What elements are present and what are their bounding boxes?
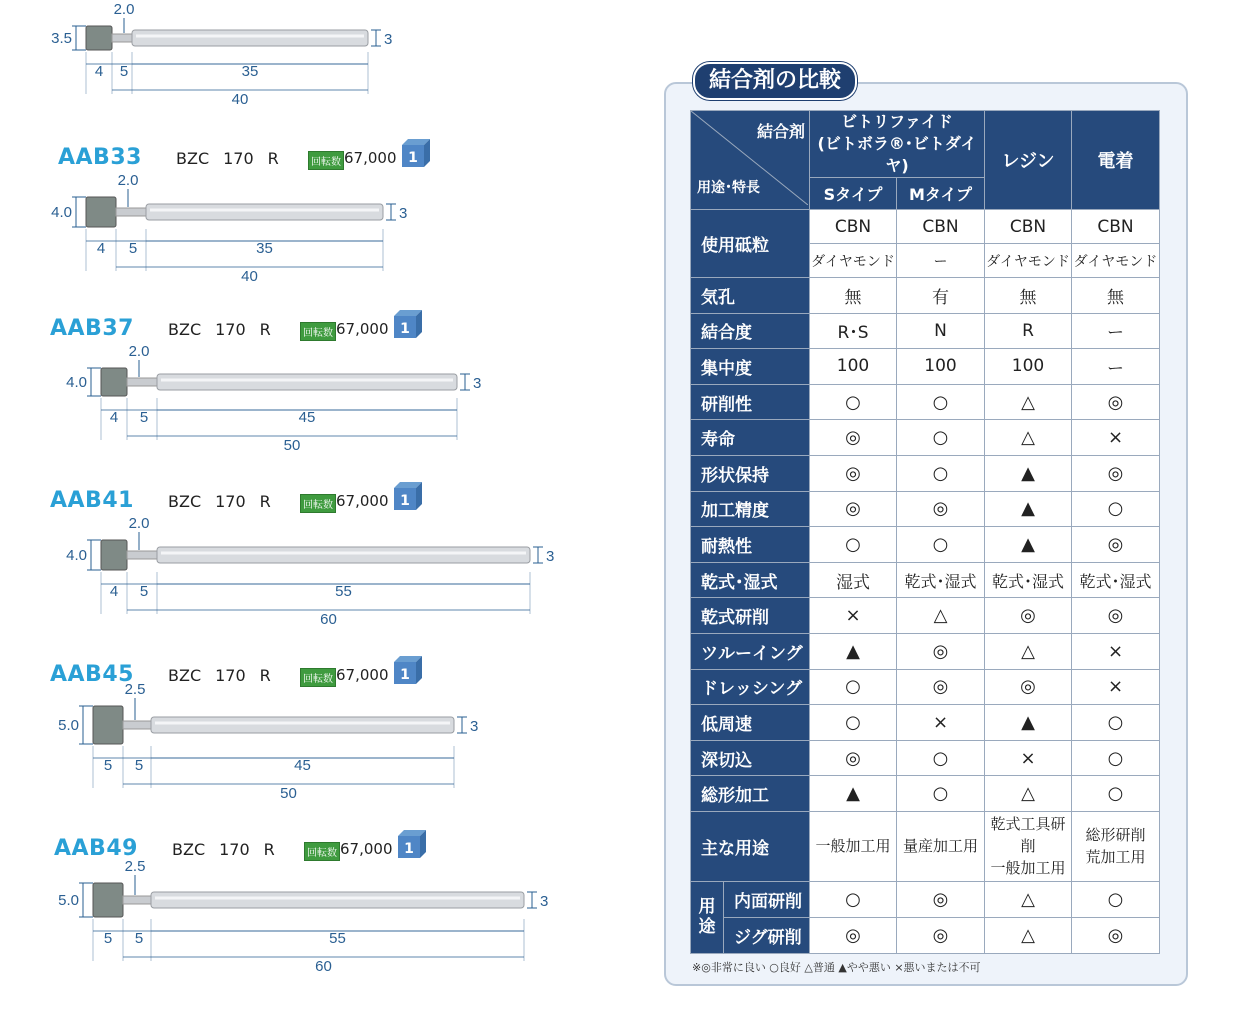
- total-length-label: 60: [320, 611, 337, 628]
- svg-text:1: 1: [400, 667, 410, 683]
- shank-length-label: 45: [294, 757, 311, 774]
- table-cell: ダイヤモンド: [810, 244, 897, 278]
- table-cell: CBN: [985, 210, 1072, 244]
- tool-drawing: [0, 652, 640, 822]
- product-code: AAB37: [50, 316, 134, 341]
- row-header: 結合度: [691, 313, 810, 349]
- grinding-head: [93, 883, 123, 917]
- use-row: [691, 881, 1160, 917]
- shank-length-label: 35: [241, 63, 259, 80]
- head-diameter-label: 5.0: [58, 892, 79, 909]
- row-header: ツルーイング: [691, 633, 810, 669]
- tool-drawing: [0, 826, 640, 996]
- header-s-type: Sタイプ: [810, 178, 897, 210]
- table-cell: 100: [897, 349, 985, 385]
- product-code: AAB33: [58, 145, 142, 170]
- table-cell: ×: [897, 705, 985, 741]
- rpm-badge: 回転数: [300, 322, 336, 341]
- table-cell: ○: [810, 705, 897, 741]
- row-header: 深切込: [691, 740, 810, 776]
- neck-length-label: 5: [139, 409, 149, 426]
- rpm-badge: 回転数: [304, 842, 340, 861]
- rpm-badge: 回転数: [300, 668, 336, 687]
- table-cell: 無: [985, 278, 1072, 314]
- table-cell: 100: [810, 349, 897, 385]
- corner-top-label: 結合剤: [756, 122, 805, 141]
- table-cell: △: [985, 917, 1072, 953]
- rpm-value: 67,000: [336, 666, 389, 684]
- tool-item: [0, 135, 640, 305]
- table-cell: ○: [1072, 740, 1160, 776]
- table-row: [691, 527, 1160, 563]
- spec-part: R: [267, 149, 279, 168]
- cell-line: 乾式工具研削: [990, 815, 1066, 856]
- shank-diameter-label: 3: [384, 31, 393, 48]
- table-cell: ○: [810, 881, 897, 917]
- rpm-value: 67,000: [344, 149, 397, 167]
- table-cell: ◎: [1072, 384, 1160, 420]
- cell-line: 荒加工用: [1085, 848, 1146, 867]
- cell-line: 一般加工用: [815, 837, 891, 856]
- table-cell: ○: [1072, 491, 1160, 527]
- table-cell: ダイヤモンド: [985, 244, 1072, 278]
- table-cell: ◎: [897, 881, 985, 917]
- spec-part: R: [259, 320, 271, 339]
- table-row: [691, 669, 1160, 705]
- spec-part: BZC: [168, 492, 202, 511]
- table-cell: ○: [1072, 776, 1160, 812]
- table-cell: ◎: [897, 917, 985, 953]
- table-cell: △: [897, 598, 985, 634]
- shank: [157, 374, 457, 390]
- table-row: [691, 420, 1160, 456]
- table-cell: ×: [810, 598, 897, 634]
- table-cell: ○: [1072, 881, 1160, 917]
- spec-part: BZC: [168, 666, 202, 685]
- spec-part: R: [263, 840, 275, 859]
- grain-row-1: [691, 210, 1160, 244]
- table-cell: ○: [1072, 705, 1160, 741]
- table-row: [691, 705, 1160, 741]
- head-length-label: 4: [96, 240, 106, 257]
- table-cell: ◎: [1072, 455, 1160, 491]
- table-cell: △: [985, 384, 1072, 420]
- svg-text:1: 1: [400, 493, 410, 509]
- table-cell: ○: [897, 455, 985, 491]
- table-cell: ○: [897, 740, 985, 776]
- shank: [151, 717, 454, 733]
- neck-diameter-label: 2.5: [124, 681, 146, 698]
- tool-drawing: [0, 135, 640, 305]
- spec-part: 170: [215, 492, 246, 511]
- table-cell: △: [985, 881, 1072, 917]
- svg-text:1: 1: [404, 841, 414, 857]
- table-cell: R･S: [810, 313, 897, 349]
- spec-part: BZC: [176, 149, 210, 168]
- table-cell: CBN: [897, 210, 985, 244]
- table-cell: ×: [985, 740, 1072, 776]
- table-cell: ×: [1072, 669, 1160, 705]
- corner-header: [691, 111, 810, 210]
- neck: [127, 378, 157, 386]
- grinding-head: [101, 540, 127, 570]
- table-cell: ×: [1072, 420, 1160, 456]
- neck-diameter-label: 2.0: [128, 343, 150, 360]
- total-length-label: 40: [241, 268, 258, 285]
- table-row: [691, 633, 1160, 669]
- table-cell: 無: [1072, 278, 1160, 314]
- shank-diameter-label: 3: [399, 205, 408, 222]
- table-cell: ▲: [810, 633, 897, 669]
- table-cell: △: [985, 633, 1072, 669]
- shank-length-label: 35: [256, 240, 273, 257]
- shank-length-label: 55: [335, 583, 352, 600]
- shank: [132, 30, 368, 46]
- table-cell: ◎: [810, 420, 897, 456]
- row-header: ドレッシング: [691, 669, 810, 705]
- svg-text:1: 1: [408, 150, 418, 166]
- total-length-label: 60: [315, 958, 332, 975]
- shank-diameter-label: 3: [470, 718, 479, 735]
- table-row: [691, 562, 1160, 598]
- table-cell: ◎: [897, 491, 985, 527]
- table-cell: ◎: [985, 598, 1072, 634]
- table-cell: CBN: [810, 210, 897, 244]
- spec-part: 170: [223, 149, 254, 168]
- use-group-char: 途: [698, 917, 716, 938]
- neck: [112, 34, 132, 42]
- neck-diameter-label: 2.0: [113, 1, 135, 18]
- total-length-label: 50: [283, 437, 301, 454]
- table-row: [691, 384, 1160, 420]
- head-length-label: 4: [109, 409, 119, 426]
- vitrified-label: ビトリファイド: [841, 112, 953, 131]
- table-row: [691, 313, 1160, 349]
- neck: [116, 208, 146, 216]
- tool-drawing: [0, 306, 640, 476]
- head-diameter-label: 4.0: [66, 547, 87, 564]
- vitrified-sub-label: (ビトボラ®･ビトダイヤ): [817, 134, 977, 175]
- shank-diameter-label: 3: [540, 893, 549, 910]
- table-cell: 乾式･湿式: [985, 562, 1072, 598]
- use-row: [691, 917, 1160, 953]
- product-code: AAB41: [50, 488, 134, 513]
- grinding-head: [93, 706, 123, 744]
- shank: [146, 204, 383, 220]
- neck-length-label: 5: [139, 583, 149, 600]
- spec-part: BZC: [168, 320, 202, 339]
- table-cell: CBN: [1072, 210, 1160, 244]
- tool-item: [0, 826, 640, 996]
- shank-length-label: 45: [298, 409, 316, 426]
- row-header: 集中度: [691, 349, 810, 385]
- tool-item: [0, 652, 640, 822]
- shank: [151, 892, 524, 908]
- head-length-label: 4: [94, 63, 104, 80]
- neck: [123, 896, 151, 904]
- table-cell: ×: [1072, 633, 1160, 669]
- spec-part: BZC: [172, 840, 206, 859]
- neck-diameter-label: 2.0: [117, 172, 139, 189]
- table-row: [691, 455, 1160, 491]
- grinding-head: [101, 368, 127, 396]
- shank-length-label: 55: [329, 930, 346, 947]
- head-diameter-label: 5.0: [58, 717, 79, 734]
- cell-line: 総形研削: [1085, 826, 1146, 845]
- table-cell: ◎: [897, 633, 985, 669]
- table-cell: ▲: [985, 527, 1072, 563]
- rpm-value: 67,000: [340, 840, 393, 858]
- table-cell: 湿式: [810, 562, 897, 598]
- neck-diameter-label: 2.5: [124, 858, 146, 875]
- spec-part: 170: [219, 840, 250, 859]
- spec-part: 170: [215, 320, 246, 339]
- head-diameter-label: 4.0: [51, 204, 72, 221]
- grinding-head: [86, 197, 116, 227]
- spec-part: R: [259, 666, 271, 685]
- table-cell: ー: [897, 244, 985, 278]
- table-cell: ○: [897, 527, 985, 563]
- row-header: 低周速: [691, 705, 810, 741]
- head-diameter-label: 3.5: [51, 30, 72, 47]
- table-cell: 100: [985, 349, 1072, 385]
- header-m-type: Mタイプ: [897, 178, 985, 210]
- row-header: 乾式･湿式: [691, 562, 810, 598]
- table-cell: ◎: [810, 740, 897, 776]
- table-row: [691, 491, 1160, 527]
- header-vitrified: [810, 111, 985, 178]
- table-row: [691, 349, 1160, 385]
- comparison-table: [690, 110, 1160, 954]
- row-header: ジグ研削: [724, 917, 810, 953]
- table-cell: ○: [897, 420, 985, 456]
- shank-diameter-label: 3: [473, 375, 482, 392]
- table-cell: [810, 811, 897, 881]
- use-group-header: [691, 881, 724, 953]
- table-cell: ○: [897, 384, 985, 420]
- table-row: [691, 776, 1160, 812]
- row-header: 主な用途: [691, 811, 810, 881]
- row-header: 寿命: [691, 420, 810, 456]
- cell-line: 一般加工用: [990, 859, 1066, 878]
- table-cell: ○: [897, 776, 985, 812]
- table-cell: 乾式･湿式: [897, 562, 985, 598]
- row-header: 研削性: [691, 384, 810, 420]
- row-header: 使用砥粒: [691, 210, 810, 278]
- row-header: 内面研削: [724, 881, 810, 917]
- row-header: 形状保持: [691, 455, 810, 491]
- cell-line: 量産加工用: [902, 837, 978, 856]
- table-cell: ◎: [1072, 917, 1160, 953]
- tool-item: [0, 306, 640, 476]
- table-cell: ◎: [1072, 527, 1160, 563]
- tool-item: [0, 478, 640, 648]
- neck: [123, 721, 151, 729]
- table-cell: R: [985, 313, 1072, 349]
- neck: [127, 551, 157, 559]
- main-use-row: [691, 811, 1160, 881]
- table-cell: ー: [1072, 349, 1160, 385]
- table-cell: ー: [1072, 313, 1160, 349]
- neck-length-label: 5: [119, 63, 129, 80]
- header-resin: レジン: [985, 111, 1072, 210]
- table-cell: ◎: [810, 491, 897, 527]
- table-cell: ○: [810, 384, 897, 420]
- use-group-char: 用: [698, 897, 716, 918]
- shank-diameter-label: 3: [546, 548, 555, 565]
- table-cell: ダイヤモンド: [1072, 244, 1160, 278]
- header-electroplated: 電着: [1072, 111, 1160, 210]
- spec-part: R: [259, 492, 271, 511]
- shank: [157, 547, 530, 563]
- head-length-label: 4: [109, 583, 119, 600]
- table-cell: ○: [810, 527, 897, 563]
- table-cell: ▲: [985, 455, 1072, 491]
- row-header: 乾式研削: [691, 598, 810, 634]
- table-cell: ◎: [897, 669, 985, 705]
- table-cell: △: [985, 420, 1072, 456]
- comparison-title: 結合剤の比較: [693, 62, 857, 100]
- table-row: [691, 278, 1160, 314]
- spec-part: 170: [215, 666, 246, 685]
- head-length-label: 5: [103, 757, 113, 774]
- table-cell: 有: [897, 278, 985, 314]
- table-cell: ◎: [810, 455, 897, 491]
- product-code: AAB45: [50, 662, 134, 687]
- legend-note: ※◎非常に良い ○良好 △普通 ▲やや悪い ×悪いまたは不可: [692, 961, 981, 974]
- svg-text:1: 1: [400, 321, 410, 337]
- table-cell: [985, 811, 1072, 881]
- table-cell: ▲: [810, 776, 897, 812]
- table-cell: 乾式･湿式: [1072, 562, 1160, 598]
- neck-diameter-label: 2.0: [128, 515, 150, 532]
- table-cell: 無: [810, 278, 897, 314]
- rpm-badge: 回転数: [300, 494, 336, 513]
- total-length-label: 50: [280, 785, 297, 802]
- grinding-head: [86, 26, 112, 50]
- rpm-value: 67,000: [336, 320, 389, 338]
- rpm-value: 67,000: [336, 492, 389, 510]
- total-length-label: 40: [231, 91, 249, 108]
- row-header: 耐熱性: [691, 527, 810, 563]
- rpm-badge: 回転数: [308, 151, 344, 170]
- table-cell: ◎: [1072, 598, 1160, 634]
- table-row: [691, 598, 1160, 634]
- head-length-label: 5: [103, 930, 113, 947]
- table-cell: [1072, 811, 1160, 881]
- table-cell: ▲: [985, 491, 1072, 527]
- head-diameter-label: 4.0: [66, 374, 87, 391]
- table-row: [691, 740, 1160, 776]
- row-header: 総形加工: [691, 776, 810, 812]
- table-cell: ◎: [810, 917, 897, 953]
- corner-bottom-label: 用途･特長: [697, 180, 760, 196]
- neck-length-label: 5: [134, 757, 144, 774]
- neck-length-label: 5: [128, 240, 138, 257]
- row-header: 気孔: [691, 278, 810, 314]
- table-cell: ○: [810, 669, 897, 705]
- table-cell: N: [897, 313, 985, 349]
- neck-length-label: 5: [134, 930, 144, 947]
- table-cell: [897, 811, 985, 881]
- tool-drawing: [0, 478, 640, 648]
- row-header: 加工精度: [691, 491, 810, 527]
- table-cell: △: [985, 776, 1072, 812]
- table-cell: ▲: [985, 705, 1072, 741]
- product-code: AAB49: [54, 836, 138, 861]
- table-cell: ◎: [985, 669, 1072, 705]
